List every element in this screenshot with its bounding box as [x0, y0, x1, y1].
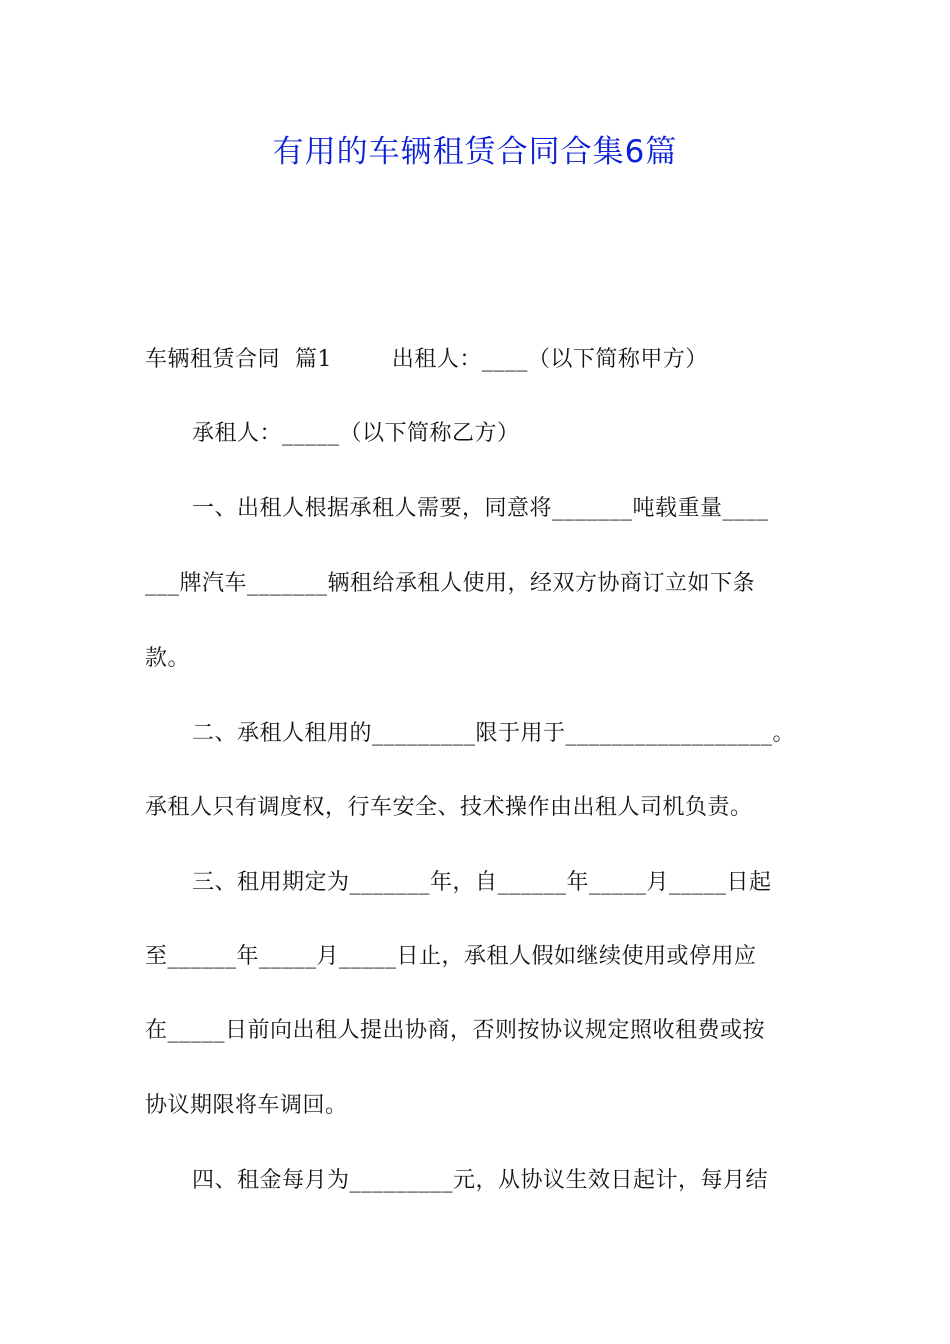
paragraph-line-10: 在_____日前向出租人提出协商，否则按协议规定照收租费或按 — [145, 1018, 766, 1043]
paragraph-line-12: 四、租金每月为_________元，从协议生效日起计，每月结 — [192, 1168, 769, 1193]
paragraph-line-8: 三、租用期定为_______年，自______年_____月_____日起 — [192, 870, 772, 895]
paragraph-line-5: 款。 — [145, 646, 191, 671]
paragraph-line-4: ___牌汽车_______辆租给承租人使用，经双方协商订立如下条 — [145, 571, 756, 596]
paragraph-line-3: 一、出租人根据承租人需要，同意将_______吨载重量____ — [192, 496, 769, 521]
document-title: 有用的车辆租赁合同合集6篇 — [272, 134, 678, 170]
paragraph-line-2: 承租人：_____（以下简称乙方） — [192, 421, 520, 446]
paragraph-line-7: 承租人只有调度权，行车安全、技术操作由出租人司机负责。 — [145, 795, 753, 820]
paragraph-line-6: 二、承租人租用的_________限于用于__________________。 — [192, 721, 796, 746]
paragraph-line-1: 车辆租赁合同 篇1 出租人：____（以下简称甲方） — [145, 347, 708, 372]
paragraph-line-9: 至______年_____月_____日止，承租人假如继续使用或停用应 — [145, 944, 757, 969]
paragraph-line-11: 协议期限将车调回。 — [145, 1093, 348, 1118]
